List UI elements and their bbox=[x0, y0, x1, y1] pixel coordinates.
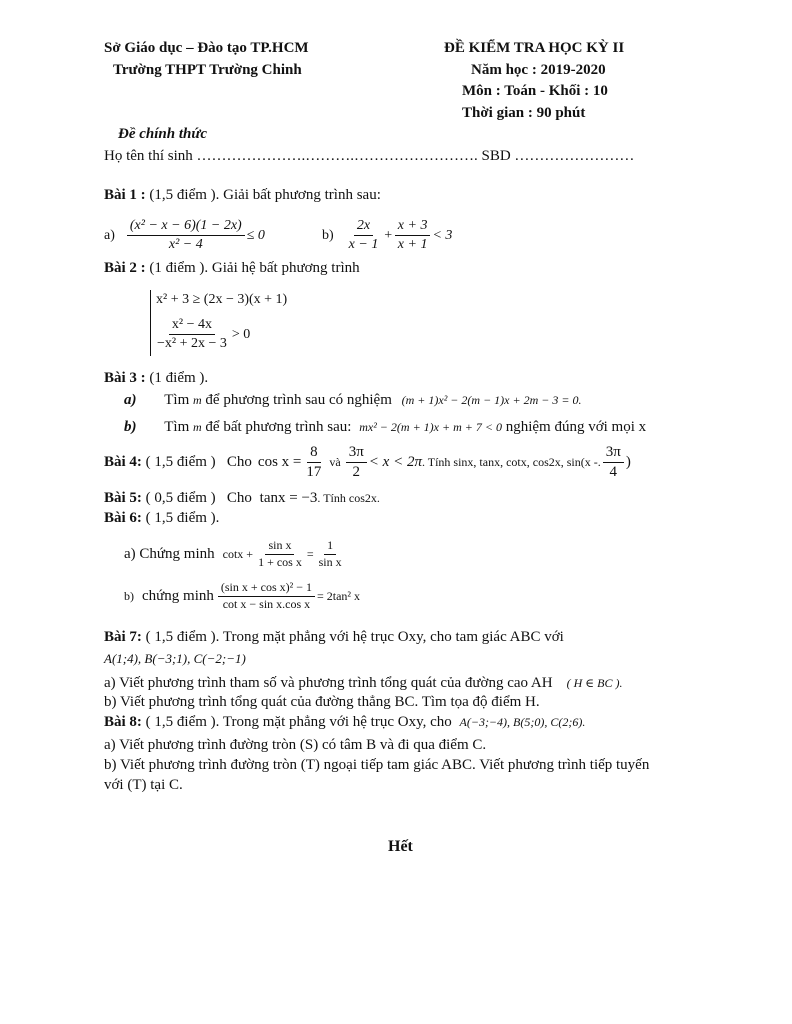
bai7-part-a: a) Viết phương trình tham số và phương trình tổng quát của đường cao AH ( H ∈ BC ). bbox=[104, 675, 623, 691]
bai4-line: Bài 4: ( 1,5 điểm ) Cho cos x = $\frac{8}{17}$ và $\frac{3\pi}{2}$ < x < 2π . Tính sinx, tanx, cotx, cos2x, sin(x -. $\frac{3\pi}{4}$ ) bbox=[104, 444, 631, 481]
bai8-part-a: a) Viết phương trình đường tròn (S) có tâm B và đi qua điểm C. bbox=[104, 737, 487, 753]
bai3-part-b: b) Tìm m để bất phương trình sau: mx² − 2(m + 1)x + m + 7 < 0 nghiệm đúng với mọi x bbox=[124, 419, 647, 435]
student-info-line: Họ tên thí sinh ………………….……….……………………. SBD …………………… bbox=[104, 148, 635, 164]
subject-grade: Môn : Toán - Khối : 10 bbox=[462, 83, 608, 99]
bai7-heading: Bài 7: ( 1,5 điểm ). Trong mặt phẳng với hệ trục Oxy, cho tam giác ABC với bbox=[104, 629, 564, 645]
bai7-points: A(1;4), B(−3;1), C(−2;−1) bbox=[104, 651, 246, 666]
end-marker: Hết bbox=[388, 838, 413, 855]
school-year: Năm học : 2019-2020 bbox=[471, 62, 606, 78]
bai3-part-a: a) Tìm m để phương trình sau có nghiệm (m + 1)x² − 2(m − 1)x + 2m − 3 = 0. bbox=[124, 392, 582, 408]
bai6-part-a: a) Chứng minh cotx + $\frac{\text{sin x}}{\text{1 + cos x}}$ = $\frac{1}{\text{sin x}}$ bbox=[124, 538, 342, 569]
bai5-line: Bài 5: ( 0,5 điểm ) Cho tanx = −3. Tính cos2x. bbox=[104, 490, 380, 506]
bai8-part-b-line2: với (T) tại C. bbox=[104, 777, 183, 793]
bai7-part-b: b) Viết phương trình tổng quát của đường thẳng BC. Tìm tọa độ điểm H. bbox=[104, 694, 540, 710]
bai1-part-a: a) $\frac{\text{(x² − x − 6)(1 − 2x)}}{\text{x² − 4}}$ ≤ 0 bbox=[104, 218, 265, 253]
bai2-inequality-2: $\frac{\text{x² − 4x}}{\text{−x² + 2x − 3}}$ > 0 bbox=[157, 317, 251, 352]
bai6-heading: Bài 6: ( 1,5 điểm ). bbox=[104, 510, 220, 526]
bai8-part-b-line1: b) Viết phương trình đường tròn (T) ngoại tiếp tam giác ABC. Viết phương trình tiếp tuyến bbox=[104, 757, 650, 773]
exam-title: ĐỀ KIỂM TRA HỌC KỲ II bbox=[444, 40, 625, 56]
bai1-part-b: b) $\frac{2x}{x - 1}$ + $\frac{x + 3}{x + 1}$ < 3 bbox=[322, 218, 453, 253]
official-label: Đề chính thức bbox=[118, 126, 207, 142]
bai8-heading: Bài 8: ( 1,5 điểm ). Trong mặt phẳng với hệ trục Oxy, cho A(−3;−4), B(5;0), C(2;6). bbox=[104, 714, 586, 730]
bai6-part-b: b) chứng minh $\frac{\text{(sin x + cos x)² − 1}}{\text{cot x − sin x.cos x}}$ = 2tan² x bbox=[124, 580, 361, 611]
bai2-inequality-1: x² + 3 ≥ (2x − 3)(x + 1) bbox=[156, 292, 288, 307]
system-brace bbox=[150, 290, 151, 356]
school-name: Trường THPT Trường Chinh bbox=[113, 62, 302, 78]
bai2-heading: Bài 2 : (1 điểm ). Giải hệ bất phương trình bbox=[104, 260, 360, 276]
exam-duration: Thời gian : 90 phút bbox=[462, 105, 586, 121]
department-name: Sở Giáo dục – Đào tạo TP.HCM bbox=[104, 40, 309, 56]
bai1-heading: Bài 1 : (1,5 điểm ). Giải bất phương trình sau: bbox=[104, 187, 381, 203]
bai3-heading: Bài 3 : (1 điểm ). bbox=[104, 370, 209, 386]
